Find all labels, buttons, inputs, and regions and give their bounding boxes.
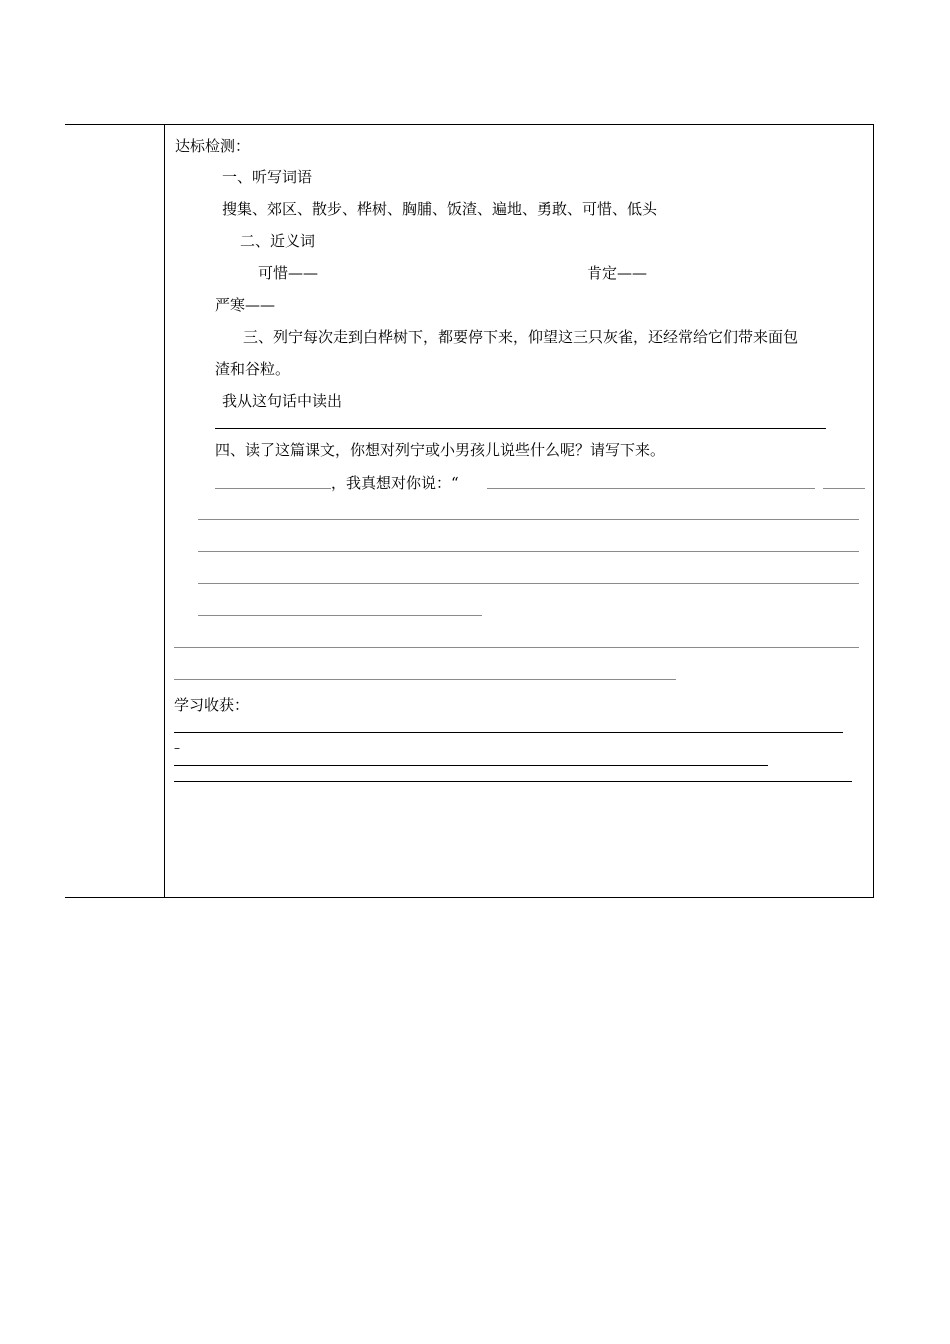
q4-answer-line-6[interactable] <box>174 647 859 648</box>
q3-prompt: 我从这句话中读出 <box>222 392 343 410</box>
q2-item-yanhan: 严寒—— <box>215 296 276 314</box>
table-bottom-border <box>65 897 874 898</box>
q4-answer-line-1[interactable] <box>487 488 815 489</box>
harvest-line-1[interactable] <box>174 732 843 733</box>
table-column-divider <box>164 124 165 898</box>
q1-title: 一、听写词语 <box>222 168 313 186</box>
q2-item-kexi: 可惜—— <box>258 264 319 282</box>
q3-sentence-line1: 三、列宁每次走到白桦树下，都要停下来，仰望这三只灰雀，还经常给它们带来面包 <box>243 328 799 346</box>
q4-answer-line-2[interactable] <box>198 519 859 520</box>
harvest-line-2[interactable] <box>174 765 768 766</box>
q4-name-blank[interactable] <box>215 488 331 489</box>
q3-answer-line[interactable] <box>215 428 826 429</box>
q2-title: 二、近义词 <box>240 232 316 250</box>
table-right-border <box>873 124 874 898</box>
q2-item-kending: 肯定—— <box>587 264 648 282</box>
harvest-dash: – <box>174 741 180 755</box>
section-heading: 达标检测： <box>175 137 251 155</box>
harvest-line-3[interactable] <box>174 781 852 782</box>
q1-word-list: 搜集、郊区、散步、桦树、胸脯、饭渣、遍地、勇敢、可惜、低头 <box>222 200 658 218</box>
q4-answer-line-3[interactable] <box>198 551 859 552</box>
q4-answer-line-1-tail[interactable] <box>823 488 865 489</box>
harvest-label: 学习收获： <box>174 696 250 714</box>
q3-sentence-line2: 渣和谷粒。 <box>215 360 291 378</box>
q4-answer-line-4[interactable] <box>198 583 859 584</box>
q4-lead-text: ，我真想对你说：“ <box>331 474 459 492</box>
table-top-border <box>65 124 874 125</box>
q4-answer-line-5[interactable] <box>198 615 482 616</box>
q4-answer-line-7[interactable] <box>174 679 676 680</box>
q4-title: 四、读了这篇课文，你想对列宁或小男孩儿说些什么呢？请写下来。 <box>215 441 666 459</box>
